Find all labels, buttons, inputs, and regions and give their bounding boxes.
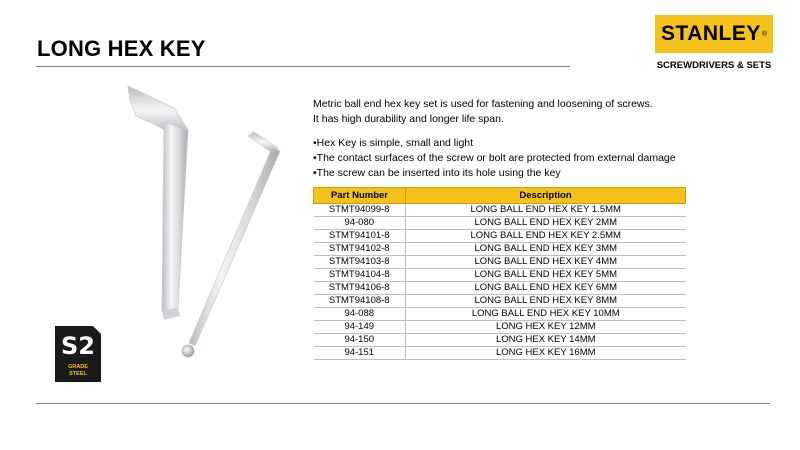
large-hex-key [128, 86, 188, 320]
cell-part-number: 94-088 [314, 308, 406, 321]
table-row [314, 321, 686, 334]
cell-part-number: STMT94106-8 [314, 282, 406, 295]
cell-part-number: STMT94104-8 [314, 269, 406, 282]
cell-description: LONG BALL END HEX KEY 2MM [406, 217, 686, 230]
cell-part-number: STMT94102-8 [314, 243, 406, 256]
parts-table [313, 187, 686, 360]
cell-part-number: STMT94103-8 [314, 256, 406, 269]
header-part-number: Part Number [314, 188, 406, 204]
table-row [314, 308, 686, 321]
title-divider [36, 66, 570, 67]
cell-description: LONG BALL END HEX KEY 5MM [406, 269, 686, 282]
brand-name: STANLEY [660, 22, 761, 45]
table-row [314, 256, 686, 269]
cell-description: LONG HEX KEY 12MM [406, 321, 686, 334]
table-row [314, 204, 686, 217]
cell-part-number: 94-080 [314, 217, 406, 230]
footer-divider [36, 403, 770, 404]
cell-description: LONG BALL END HEX KEY 6MM [406, 282, 686, 295]
page-title: LONG HEX KEY [37, 36, 206, 61]
table-row [314, 230, 686, 243]
table-row [314, 243, 686, 256]
category-label: SCREWDRIVERS & SETS [656, 60, 772, 71]
cell-description: LONG BALL END HEX KEY 1.5MM [406, 204, 686, 217]
description-line-2: It has high durability and longer life span. [313, 113, 504, 125]
cell-description: LONG BALL END HEX KEY 2.5MM [406, 230, 686, 243]
cell-part-number: 94-150 [314, 334, 406, 347]
badge-main-text: S2 [61, 332, 95, 360]
cell-description: LONG BALL END HEX KEY 8MM [406, 295, 686, 308]
badge-line-2: STEEL [69, 371, 87, 377]
cell-description: LONG BALL END HEX KEY 3MM [406, 243, 686, 256]
s2-grade-steel-badge [55, 326, 101, 382]
feature-bullet: •Hex Key is simple, small and light [313, 137, 474, 149]
stanley-logo [655, 15, 773, 53]
cell-description: LONG BALL END HEX KEY 10MM [406, 308, 686, 321]
small-ball-hex-key [182, 132, 280, 357]
cell-description: LONG HEX KEY 14MM [406, 334, 686, 347]
cell-part-number: STMT94099-8 [314, 204, 406, 217]
table-row [314, 347, 686, 360]
header-description: Description [406, 188, 686, 204]
cell-description: LONG BALL END HEX KEY 4MM [406, 256, 686, 269]
table-row [314, 282, 686, 295]
table-row [314, 334, 686, 347]
description-line-1: Metric ball end hex key set is used for fastening and loosening of screws. [313, 98, 653, 110]
table-row [314, 217, 686, 230]
table-header-row [314, 188, 686, 204]
description-spacer [313, 127, 783, 136]
table-row [314, 269, 686, 282]
cell-part-number: STMT94101-8 [314, 230, 406, 243]
cell-part-number: STMT94108-8 [314, 295, 406, 308]
feature-bullet: •The screw can be inserted into its hole using the key [313, 167, 561, 179]
table-row [314, 295, 686, 308]
cell-description: LONG HEX KEY 16MM [406, 347, 686, 360]
feature-bullet: •The contact surfaces of the screw or bolt are protected from external damage [313, 152, 676, 164]
badge-line-1: GRADE [68, 364, 88, 370]
cell-part-number: 94-151 [314, 347, 406, 360]
cell-part-number: 94-149 [314, 321, 406, 334]
registered-mark: ® [761, 30, 768, 38]
hex-key-illustration [100, 78, 310, 398]
product-description [313, 97, 783, 181]
